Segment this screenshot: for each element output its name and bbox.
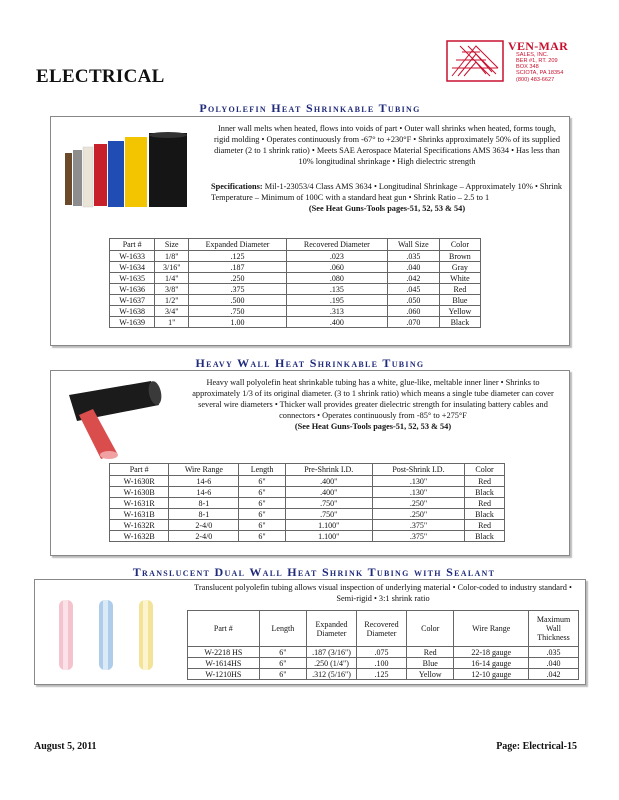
table-row — [110, 262, 481, 273]
section-box-translucent — [34, 579, 586, 685]
table-cell: 8-1 — [169, 498, 239, 509]
table-cell: Yellow — [439, 306, 480, 317]
table-cell: 14-6 — [169, 487, 239, 498]
table-cell: .075 — [357, 647, 407, 658]
table-cell: 6" — [239, 487, 285, 498]
table-cell: .125 — [189, 251, 287, 262]
column-header: Part # — [110, 239, 155, 251]
specifications-block — [211, 181, 563, 214]
table-cell: W-1634 — [110, 262, 155, 273]
table-cell: .070 — [387, 317, 439, 328]
tubing-photo-assorted — [57, 131, 207, 211]
column-header: Part # — [110, 464, 169, 476]
table-cell: 6" — [259, 669, 306, 680]
table-cell: .045 — [387, 284, 439, 295]
table-cell: 3/16" — [155, 262, 189, 273]
table-cell: 6" — [239, 476, 285, 487]
table-cell: 1/8" — [155, 251, 189, 262]
table-cell: .040 — [529, 658, 579, 669]
table-cell: 1" — [155, 317, 189, 328]
table-cell: 6" — [259, 658, 306, 669]
table-row — [110, 295, 481, 306]
table-cell: Yellow — [407, 669, 454, 680]
logo-line: SALES, INC. — [516, 52, 549, 58]
table-cell: .400" — [285, 487, 372, 498]
table-cell: 22-18 gauge — [454, 647, 529, 658]
footer-page-number: Page: Electrical-15 — [496, 741, 577, 752]
column-header: Expanded Diameter — [189, 239, 287, 251]
table-cell: .400" — [285, 476, 372, 487]
table-row — [110, 284, 481, 295]
table-cell: 6" — [239, 520, 285, 531]
column-header: Maximum Wall Thickness — [529, 611, 579, 647]
column-header: Wire Range — [169, 464, 239, 476]
table-cell: .195 — [286, 295, 387, 306]
table-cell: Gray — [439, 262, 480, 273]
table-cell: W-1631B — [110, 509, 169, 520]
table-cell: .040 — [387, 262, 439, 273]
table-cell: 6" — [239, 498, 285, 509]
translucent-table — [187, 610, 579, 680]
see-also-text: (See Heat Guns-Tools pages-51, 52, 53 & 54) — [294, 422, 452, 431]
table-cell: .023 — [286, 251, 387, 262]
table-cell: W-1636 — [110, 284, 155, 295]
section-box-polyolefin — [50, 116, 570, 346]
table-cell: 8-1 — [169, 509, 239, 520]
table-cell: .750 — [189, 306, 287, 317]
table-cell: .250" — [372, 498, 464, 509]
table-row — [188, 647, 579, 658]
table-cell: .035 — [387, 251, 439, 262]
table-cell: Red — [465, 520, 505, 531]
table-row — [110, 317, 481, 328]
table-cell: .130" — [372, 487, 464, 498]
table-cell: Red — [465, 476, 505, 487]
logo-line: BER #1, RT. 209 — [516, 58, 558, 65]
section-description — [185, 582, 581, 604]
table-cell: .750" — [285, 509, 372, 520]
logo-text — [508, 40, 568, 83]
logo-line: BOX 348 — [516, 64, 539, 71]
table-cell: Red — [465, 498, 505, 509]
table-header-row — [188, 611, 579, 647]
table-cell: .250 (1/4") — [307, 658, 357, 669]
table-cell: .042 — [387, 273, 439, 284]
tubing-photo-translucent — [41, 594, 179, 674]
table-row — [188, 669, 579, 680]
table-cell: Brown — [439, 251, 480, 262]
table-cell: W-1633 — [110, 251, 155, 262]
table-header-row — [110, 464, 505, 476]
table-row — [110, 498, 505, 509]
column-header: Part # — [188, 611, 260, 647]
column-header: Size — [155, 239, 189, 251]
column-header: Recovered Diameter — [286, 239, 387, 251]
column-header: Pre-Shrink I.D. — [285, 464, 372, 476]
column-header: Length — [239, 464, 285, 476]
column-header: Length — [259, 611, 306, 647]
table-cell: 3/4" — [155, 306, 189, 317]
table-row — [110, 487, 505, 498]
table-cell: .375" — [372, 520, 464, 531]
table-cell: W-1632B — [110, 531, 169, 542]
table-cell: .042 — [529, 669, 579, 680]
table-cell: 1/4" — [155, 273, 189, 284]
table-cell: W-1637 — [110, 295, 155, 306]
specifications-label: Specifications: — [211, 182, 263, 191]
logo-line: (800) 483-6627 — [516, 76, 555, 83]
table-cell: .750" — [285, 498, 372, 509]
table-cell: .060 — [387, 306, 439, 317]
company-logo — [446, 40, 596, 86]
table-cell: W-1632R — [110, 520, 169, 531]
table-cell: .187 — [189, 262, 287, 273]
table-cell: Black — [439, 317, 480, 328]
section-description — [211, 123, 563, 167]
table-cell: W-1630B — [110, 487, 169, 498]
table-row — [110, 273, 481, 284]
table-cell: 2-4/0 — [169, 520, 239, 531]
table-cell: 2-4/0 — [169, 531, 239, 542]
table-cell: 1/2" — [155, 295, 189, 306]
description-text: Inner wall melts when heated, flows into voids of part • Outer wall shrinks when heated, forms tough, rigid molding • Operates continuously from -67° to +230°F • Shrinks approximately 50% of its supplied diameter (2 to 1 shrink ratio) • Meets SAE Aerospace Material Specifications AMS 3634 • Has less than 10% longitudinal shrinkage • High dielectric strength — [214, 124, 560, 166]
table-cell: White — [439, 273, 480, 284]
table-cell: .035 — [529, 647, 579, 658]
table-row — [188, 658, 579, 669]
table-cell: .187 (3/16") — [307, 647, 357, 658]
table-cell: W-1635 — [110, 273, 155, 284]
table-header-row — [110, 239, 481, 251]
table-cell: W-2218 HS — [188, 647, 260, 658]
table-row — [110, 251, 481, 262]
table-cell: Blue — [439, 295, 480, 306]
table-cell: Blue — [407, 658, 454, 669]
table-row — [110, 476, 505, 487]
column-header: Wire Range — [454, 611, 529, 647]
description-text: Translucent polyolefin tubing allows visual inspection of underlying material • Color-coded to industry standard • Semi-rigid • 3:1 shrink ratio — [194, 583, 572, 603]
table-cell: .080 — [286, 273, 387, 284]
column-header: Expanded Diameter — [307, 611, 357, 647]
tubing-photo-heavy-wall — [59, 375, 177, 459]
table-cell: 1.100" — [285, 531, 372, 542]
table-cell: .500 — [189, 295, 287, 306]
table-row — [110, 520, 505, 531]
table-cell: .250 — [189, 273, 287, 284]
table-row — [110, 306, 481, 317]
footer-date: August 5, 2011 — [34, 741, 97, 752]
table-cell: W-1638 — [110, 306, 155, 317]
description-text: Heavy wall polyolefin heat shrinkable tubing has a white, glue-like, meltable inner liner • Shrinks to approximately 1/3 of its original diameter. (3 to 1 shrink ratio) which means a single tube diameter can cover several wire diameters • Thicker wall provides greater dielectric strength for insulating battery cables and connectors • Operates continuously from -85° to +275°F — [192, 378, 554, 420]
table-cell: .400 — [286, 317, 387, 328]
table-cell: 6" — [239, 531, 285, 542]
table-cell: .130" — [372, 476, 464, 487]
table-cell: 1.00 — [189, 317, 287, 328]
table-cell: Black — [465, 509, 505, 520]
column-header: Color — [439, 239, 480, 251]
section-heading-translucent: Translucent Dual Wall Heat Shrink Tubing with Sealant — [132, 565, 496, 579]
section-box-heavy-wall — [50, 370, 570, 556]
column-header: Color — [465, 464, 505, 476]
table-cell: .060 — [286, 262, 387, 273]
table-cell: Black — [465, 531, 505, 542]
table-cell: W-1614HS — [188, 658, 260, 669]
logo-company-name: VEN-MAR — [508, 39, 569, 53]
table-cell: W-1639 — [110, 317, 155, 328]
section-heading-polyolefin: Polyolefin Heat Shrinkable Tubing — [199, 101, 421, 115]
table-cell: W-1630R — [110, 476, 169, 487]
table-row — [110, 531, 505, 542]
section-heading-heavy-wall: Heavy Wall Heat Shrinkable Tubing — [195, 356, 425, 370]
table-cell: .050 — [387, 295, 439, 306]
table-cell: W-1210HS — [188, 669, 260, 680]
table-cell: 6" — [239, 509, 285, 520]
page-title: ELECTRICAL — [36, 66, 165, 87]
column-header: Color — [407, 611, 454, 647]
table-cell: Black — [465, 487, 505, 498]
logo-grid-icon — [446, 40, 504, 82]
see-also-text: (See Heat Guns-Tools pages-51, 52, 53 & 54) — [308, 204, 466, 213]
table-cell: .375 — [189, 284, 287, 295]
table-cell: .135 — [286, 284, 387, 295]
section-description — [183, 377, 563, 432]
table-cell: .313 — [286, 306, 387, 317]
table-cell: Red — [407, 647, 454, 658]
column-header: Recovered Diameter — [357, 611, 407, 647]
column-header: Wall Size — [387, 239, 439, 251]
table-cell: 1.100" — [285, 520, 372, 531]
logo-line: SCIOTA, PA 18354 — [516, 70, 564, 77]
table-cell: .312 (5/16") — [307, 669, 357, 680]
table-cell: W-1631R — [110, 498, 169, 509]
table-cell: .375" — [372, 531, 464, 542]
column-header: Post-Shrink I.D. — [372, 464, 464, 476]
specifications-text: Mil-1-23053/4 Class AMS 3634 • Longitudinal Shrinkage – Approximately 10% • Shrink Temperature – Minimum of 100C with a standard heat gun • Shrink Ratio – 2.5 to 1 — [211, 182, 563, 202]
table-cell: 3/8" — [155, 284, 189, 295]
polyolefin-table — [109, 238, 481, 328]
heavy-wall-table — [109, 463, 505, 542]
table-cell: 6" — [259, 647, 306, 658]
table-cell: 12-10 gauge — [454, 669, 529, 680]
table-cell: 14-6 — [169, 476, 239, 487]
table-cell: 16-14 gauge — [454, 658, 529, 669]
table-cell: .250" — [372, 509, 464, 520]
table-row — [110, 509, 505, 520]
table-cell: .125 — [357, 669, 407, 680]
table-cell: .100 — [357, 658, 407, 669]
table-cell: Red — [439, 284, 480, 295]
